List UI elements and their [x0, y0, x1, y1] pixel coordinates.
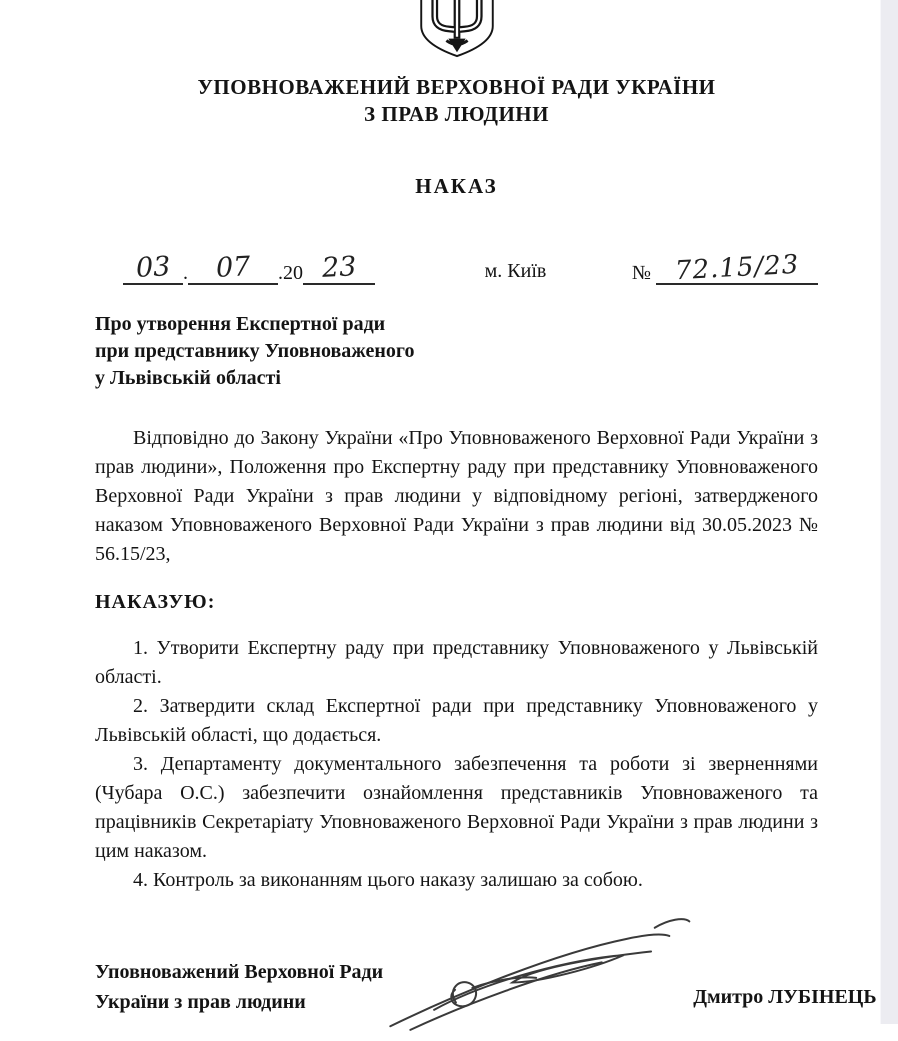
handwritten-day: 03 [135, 251, 171, 284]
document-type-heading: НАКАЗ [415, 174, 498, 198]
signature-block [95, 913, 877, 1027]
order-item-1: 1. Утворити Експертну раду при представнику Уповноваженого у Львівській області. [95, 637, 818, 688]
order-item-4: 4. Контроль за виконанням цього наказу залишаю за собою. [133, 869, 643, 891]
tryzub-icon [413, 0, 501, 58]
date-year-blank [303, 251, 375, 285]
city-label: м. Київ [484, 260, 547, 282]
handwritten-month: 07 [215, 251, 251, 284]
org-name-line2: З ПРАВ ЛЮДИНИ [364, 102, 549, 126]
order-item-2: 2. Затвердити склад Експертної ради при представнику Уповноваженого у Львівській області, що додається. [95, 695, 818, 746]
coat-of-arms-emblem [95, 0, 818, 58]
scan-edge-shadow [880, 0, 898, 1024]
date-day-blank [123, 251, 183, 285]
date-dot1: . [183, 262, 188, 284]
date-month-blank [188, 251, 278, 285]
order-item-3: 3. Департаменту документального забезпечення та роботи зі зверненнями (Чубара О.С.) забезпечити ознайомлення представників Уповноваженого та працівників Секретаріату Уповноваженого Верховної Ради України з прав людини з цим наказом. [95, 753, 818, 862]
date-field [95, 251, 443, 285]
subject-line2: при представнику Уповноваженого [95, 340, 415, 362]
date-century: .20 [278, 262, 303, 284]
signature-scrawl [383, 913, 693, 1027]
handwritten-number: 72.15/23 [674, 249, 800, 287]
number-field [588, 249, 818, 287]
signer-title-line1: Уповноважений Верховної Ради [95, 961, 384, 983]
handwritten-year: 23 [321, 251, 357, 284]
number-blank [656, 249, 818, 287]
org-name [95, 74, 818, 128]
subject-line3: у Львівській області [95, 367, 281, 389]
subject-block [95, 311, 818, 392]
signer-name: Дмитро ЛУБІНЕЦЬ [693, 986, 877, 1008]
order-items [95, 634, 818, 895]
signer-title-line2: України з прав людини [95, 991, 306, 1013]
number-label: № [631, 262, 651, 284]
subject-line1: Про утворення Експертної ради [95, 313, 386, 335]
signature-icon [383, 913, 693, 1041]
preamble-paragraph: Відповідно до Закону України «Про Уповноваженого Верховної Ради України з прав людини», Положення про Експертну раду при представнику Уповноваженого Верховної Ради України з прав людини у відповідному регіоні, затвердженого наказом Уповноваженого Верховної Ради України з прав людини від 30.05.2023 № 56.15/23, [95, 427, 818, 565]
order-word-heading: НАКАЗУЮ: [95, 591, 216, 613]
date-city-number-line [95, 241, 818, 285]
signer-title [95, 957, 383, 1027]
org-name-line1: УПОВНОВАЖЕНИЙ ВЕРХОВНОЇ РАДИ УКРАЇНИ [197, 75, 716, 99]
